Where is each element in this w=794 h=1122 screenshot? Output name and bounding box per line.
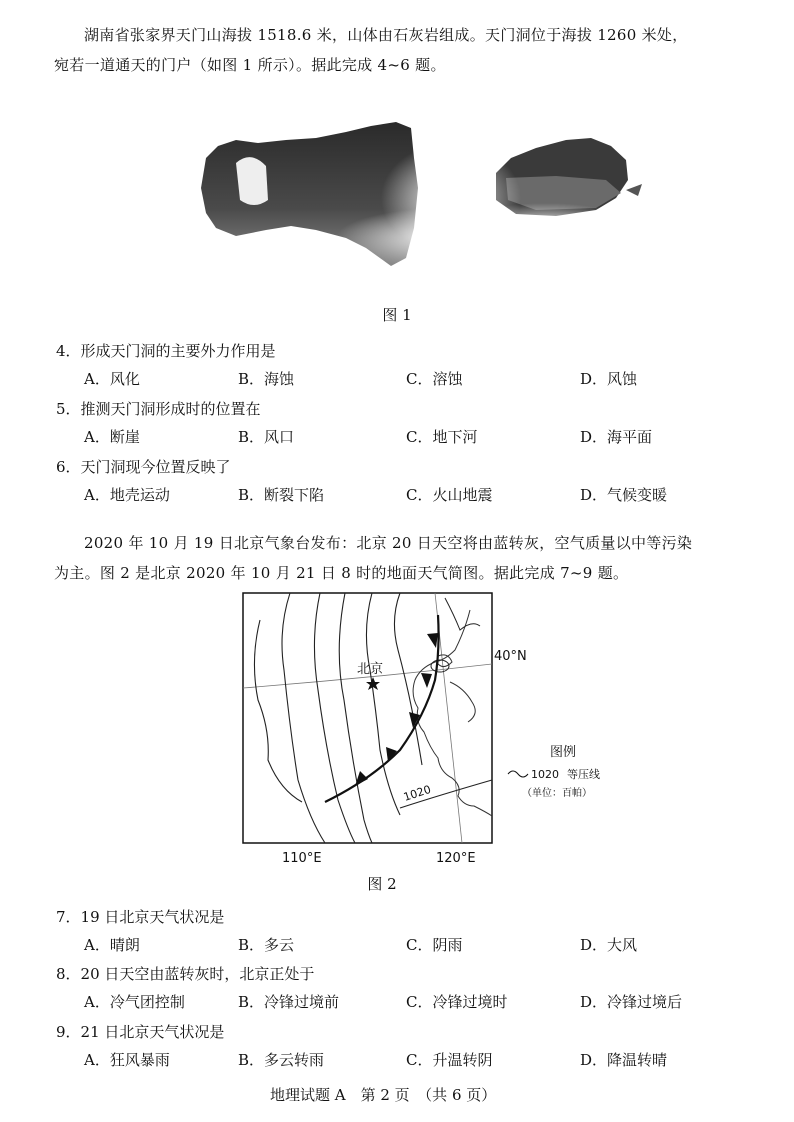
question-4-stem: 4．形成天门洞的主要外力作用是	[56, 342, 276, 360]
question-5-option-b: B．风口	[238, 428, 295, 446]
isobar-1020-label: 1020	[401, 782, 433, 804]
legend-text: 等压线	[567, 768, 600, 781]
cold-front-triangle	[355, 771, 368, 786]
question-4-option-d: D．风蚀	[580, 370, 638, 388]
question-7-option-a: A．晴朗	[84, 936, 140, 954]
tianmen-mountain-photo	[196, 118, 646, 268]
question-5-stem: 5．推测天门洞形成时的位置在	[56, 400, 261, 418]
cold-front-triangle	[421, 673, 432, 688]
intro-line-1: 湖南省张家界天门山海拔 1518.6 米，山体由石灰岩组成。天门洞位于海拔 1260 米处，	[84, 26, 688, 44]
question-8-option-a: A．冷气团控制	[84, 993, 185, 1011]
question-7-stem: 7．19 日北京天气状况是	[56, 908, 225, 926]
figure-2-caption: 图 2	[367, 875, 397, 893]
question-7-option-d: D．大风	[580, 936, 638, 954]
cold-front-triangle	[427, 633, 438, 648]
intro-line-2: 宛若一道通天的门户（如图 1 所示）。据此完成 4~6 题。	[54, 56, 446, 74]
question-6-option-c: C．火山地震	[406, 486, 493, 504]
question-7-option-b: B．多云	[238, 936, 295, 954]
beijing-label: 北京	[357, 662, 384, 677]
map-frame	[243, 593, 492, 843]
legend-isobar-symbol	[508, 771, 528, 777]
question-5-option-a: A．断崖	[84, 428, 140, 446]
question-9-option-d: D．降温转晴	[580, 1051, 668, 1069]
question-4-option-c: C．溶蚀	[406, 370, 463, 388]
longitude-label-110: 110°E	[282, 851, 322, 866]
question-5-option-d: D．海平面	[580, 428, 653, 446]
question-9-option-a: A．狂风暴雨	[84, 1051, 170, 1069]
question-9-stem: 9．21 日北京天气状况是	[56, 1023, 225, 1041]
question-9-option-b: B．多云转雨	[238, 1051, 325, 1069]
question-4-option-b: B．海蚀	[238, 370, 295, 388]
question-6-option-a: A．地壳运动	[84, 486, 170, 504]
intro2-line-2: 为主。图 2 是北京 2020 年 10 月 21 日 8 时的地面天气简图。据此完成 7~9 题。	[54, 564, 629, 582]
question-9-option-c: C．升温转阴	[406, 1051, 493, 1069]
isobar-line	[254, 620, 302, 802]
question-8-option-c: C．冷锋过境时	[406, 993, 508, 1011]
intro2-line-1: 2020 年 10 月 19 日北京气象台发布：北京 20 日天空将由蓝转灰，空气质量以中等污染	[84, 534, 693, 552]
latitude-label: 40°N	[494, 649, 527, 664]
legend-value: 1020	[531, 768, 559, 781]
figure-1-caption: 图 1	[382, 306, 412, 324]
isobar-line	[339, 593, 372, 843]
legend-unit: （单位：百帕）	[522, 788, 592, 799]
question-6-stem: 6．天门洞现今位置反映了	[56, 458, 231, 476]
cold-front-line	[325, 615, 439, 802]
legend-title: 图例	[550, 745, 577, 760]
question-8-option-b: B．冷锋过境前	[238, 993, 340, 1011]
isobar-line	[445, 598, 480, 630]
question-5-option-c: C．地下河	[406, 428, 478, 446]
isobar-line	[282, 593, 325, 843]
question-6-option-d: D．气候变暖	[580, 486, 668, 504]
question-6-option-b: B．断裂下陷	[238, 486, 325, 504]
longitude-label-120: 120°E	[436, 851, 476, 866]
question-4-option-a: A．风化	[84, 370, 140, 388]
page-footer: 地理试题 A 第 2 页 （共 6 页）	[270, 1086, 497, 1104]
question-8-option-d: D．冷锋过境后	[580, 993, 683, 1011]
weather-map	[240, 590, 640, 870]
question-8-stem: 8．20 日天空由蓝转灰时，北京正处于	[56, 965, 315, 983]
isobar-line	[314, 593, 355, 843]
question-7-option-c: C．阴雨	[406, 936, 463, 954]
